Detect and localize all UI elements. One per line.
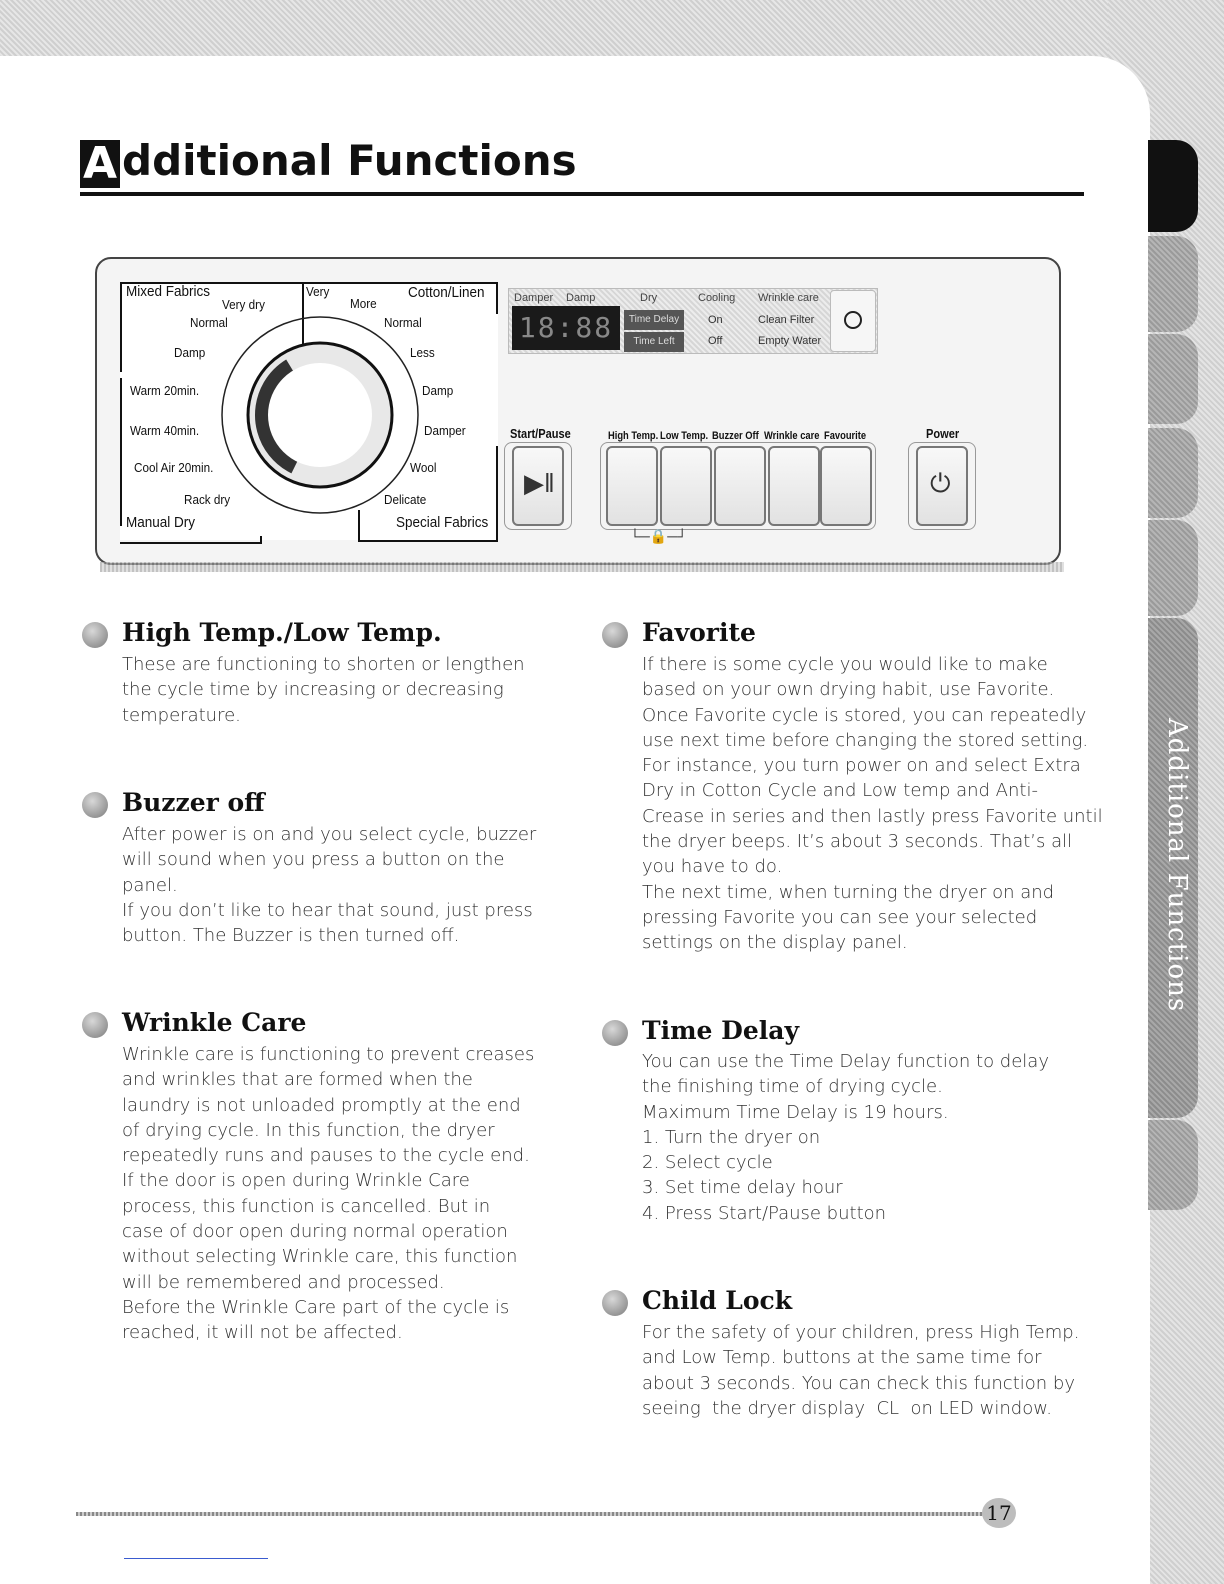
power-icon: ⏻ [930,468,951,498]
title-rule [80,192,1084,196]
time-delay-indicator: Time Delay [624,310,684,330]
dial-label: Normal [384,315,422,330]
top-texture-band [0,0,1224,58]
power-label: Power [926,426,960,441]
bullet-icon [602,1290,628,1316]
bullet-icon [82,622,108,648]
dial-label: Delicate [384,492,427,507]
start-pause-label: Start/Pause [510,426,571,441]
time-left-indicator: Time Left [624,332,684,352]
dial-label: Cotton/Linen [408,284,485,301]
page-number: 17 [982,1498,1016,1528]
empty-water-label: Empty Water [758,335,822,347]
cycle-dial [205,295,435,545]
dial-label: Warm 20min. [130,383,200,398]
display-stage-label: Dry [640,292,658,304]
favourite-button [820,446,872,526]
section-body-wrinkle: Wrinkle care is functioning to prevent creases and wrinkles that are formed when the laundry is not unloaded promptly at the end of drying cycle. In this function, the dryer repeatedly runs and pauses to the cycle end. If the door is open during Wrinkle Care process, this function is cancelled. But in case of door open during normal operation without selecting Wrinkle care, this function will be remembered and processed. Before the Wrinkle Care part of the cycle is reached, it will not be affected. [122,1044,535,1344]
button-label: High Temp. [608,430,659,442]
dial-label: Very dry [222,297,265,312]
display-stage-label: Damp [566,292,596,304]
section-heading-time-delay: Time Delay [642,1016,799,1045]
button-label: Buzzer Off [712,430,759,442]
section-heading-child-lock: Child Lock [642,1286,793,1315]
play-pause-icon: ▶‖ [524,468,555,498]
buzzer-off-button [714,446,766,526]
dial-center [268,363,372,467]
dial-label: Damp [174,345,206,360]
section-heading-wrinkle: Wrinkle Care [122,1008,307,1037]
bullet-icon [602,622,628,648]
display-stage-label: Wrinkle care [758,292,819,304]
section-body-favorite: If there is some cycle you would like to make based on your own drying habit, use Favorite. Once Favorite cycle is stored, you can repeatedly use next time before changing the stored setting. For instance, you turn power on and select Extra Dry in Cotton Cycle and Low temp and Anti- Crease in series and then lastly press Favorite until the dryer beeps. It’s about 3 seconds. That’s all you have to do. The next time, when turning the dryer on and pressing Favorite you can see your selected settings on the display panel. [642,654,1103,954]
display-stage-label: Damper [514,292,554,304]
footer-rule [76,1512,986,1516]
section-body-high-temp: These are functioning to shorten or lengthen the cycle time by increasing or decreasing temperature. [122,654,525,726]
dial-label: Less [410,345,435,360]
start-pause-button [512,446,564,526]
wrinkle-on-label: On [708,314,723,326]
clock-face-icon [844,311,862,329]
dial-label: Damp [422,383,454,398]
side-tab [1148,334,1198,424]
section-heading-favorite: Favorite [642,618,756,647]
panel-shadow [100,562,1064,572]
side-tab-black [1148,140,1198,232]
side-tab [1148,520,1198,616]
section-heading-high-temp: High Temp./Low Temp. [122,618,442,647]
button-label: Favourite [824,430,867,442]
section-body-child-lock: For the safety of your children, press High Temp. and Low Temp. buttons at the same time for about 3 seconds. You can check this function by seeing the dryer display CL on LED window. [642,1322,1080,1419]
dial-label: Wool [410,460,437,475]
low-temp-button [660,446,712,526]
lcd-readout: 18:88 [512,306,620,350]
wrinkle-off-label: Off [708,335,723,347]
clean-filter-label: Clean Filter [758,314,815,326]
bullet-icon [82,1012,108,1038]
page-title: dditional Functions [122,136,577,185]
dial-label: Special Fabrics [396,514,489,531]
dial-label: Rack dry [184,492,231,507]
power-button [916,446,968,526]
bracket-manual [120,378,124,526]
child-lock-icon: └─🔒─┘ [630,528,688,544]
dial-label: Very [306,284,330,299]
dial-label: More [350,296,377,311]
blue-underline [124,1558,268,1559]
high-temp-button [606,446,658,526]
dial-label: Normal [190,315,228,330]
dial-label: Cool Air 20min. [134,460,214,475]
clock-icon [830,290,876,352]
button-label: Wrinkle care [764,430,820,442]
button-label: Low Temp. [660,430,709,442]
dial-label: Mixed Fabrics [126,283,211,300]
display-stage-label: Cooling [698,292,736,304]
dial-label: Manual Dry [126,514,196,531]
section-body-buzzer: After power is on and you select cycle, buzzer will sound when you press a button on the panel. If you don’t like to hear that sound, just press button. The Buzzer is then turned off. [122,824,537,947]
dial-label: Warm 40min. [130,423,200,438]
section-heading-buzzer: Buzzer off [122,788,265,817]
wrinkle-care-button [768,446,820,526]
section-body-time-delay: You can use the Time Delay function to delay the finishing time of drying cycle. Maximum Time Delay is 19 hours. 1. Turn the dryer on 2. Select cycle 3. Set time delay hour 4. Press Start/Pause button [642,1051,1049,1224]
title-initial: A [80,140,120,188]
side-tab [1148,428,1198,518]
side-tab [1148,236,1198,332]
dial-label: Damper [424,423,466,438]
side-tab-label: Additional Functions [1162,717,1192,1013]
side-tab [1148,1120,1198,1210]
bullet-icon [82,792,108,818]
bullet-icon [602,1020,628,1046]
